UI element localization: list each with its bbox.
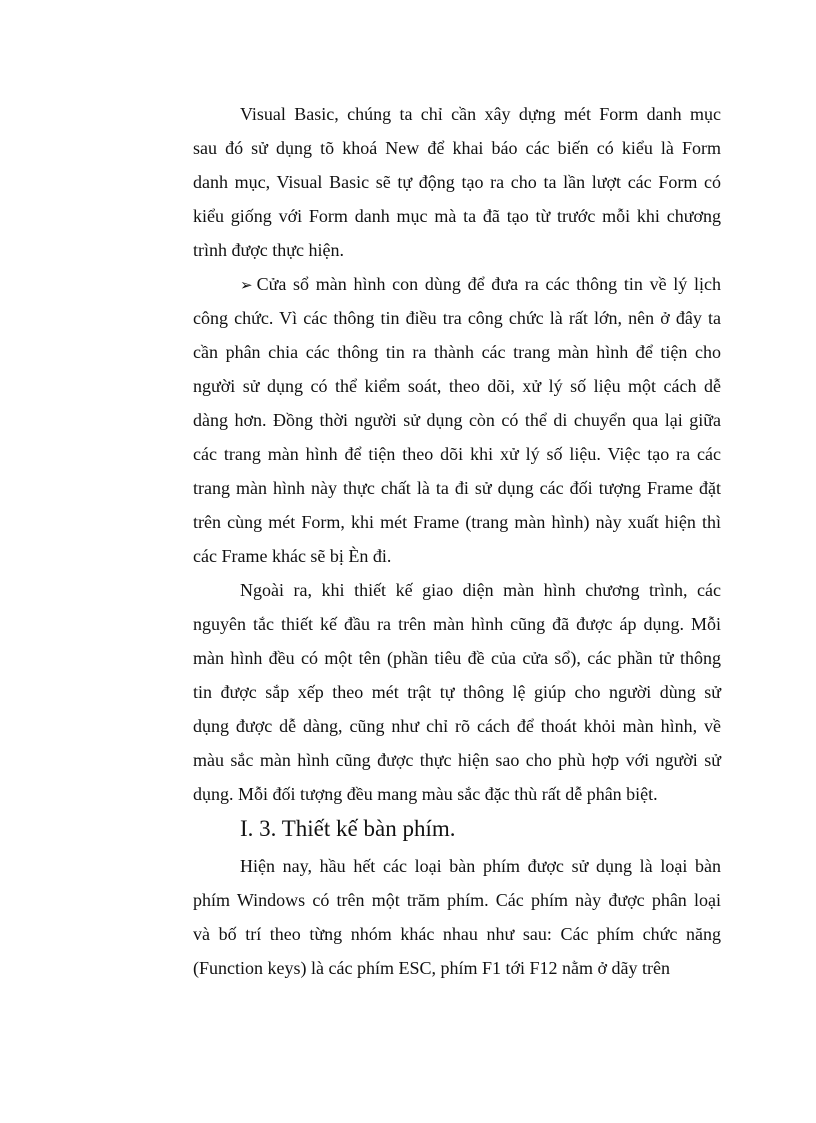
text-line: tin được sắp xếp theo mét trật tự thông lệ giúp cho người dùng sử <box>193 682 721 702</box>
text-line: màu sắc màn hình cũng được thực hiện sao cho phù hợp với người sử <box>193 750 721 770</box>
text-line: màn hình đều có một tên (phần tiêu đề của cửa sổ), các phần tử thông <box>193 648 721 668</box>
paragraph-visual-basic <box>193 97 721 267</box>
text-line: dàng hơn. Đồng thời người sử dụng còn có thể di chuyển qua lại giữa <box>193 410 721 430</box>
document-body <box>193 97 721 985</box>
arrow-bullet-icon: ➢ <box>240 276 253 294</box>
text-line: Hiện nay, hầu hết các loại bàn phím được sử dụng là loại bàn <box>240 856 721 876</box>
text-line: và bố trí theo từng nhóm khác nhau như sau: Các phím chức năng <box>193 924 721 944</box>
text-line: công chức. Vì các thông tin điều tra công chức là rất lớn, nên ở đây ta <box>193 308 721 328</box>
text-line: trên cùng mét Form, khi mét Frame (trang màn hình) này xuất hiện thì <box>193 512 721 532</box>
text-line: trình được thực hiện. <box>193 240 344 260</box>
text-line: các trang màn hình để tiện theo dõi khi xử lý số liệu. Việc tạo ra các <box>193 444 721 464</box>
text-line: Cửa sổ màn hình con dùng để đưa ra các thông tin về lý lịch <box>256 274 721 294</box>
text-line: dụng được dễ dàng, cũng như chỉ rõ cách để thoát khỏi màn hình, về <box>193 716 721 736</box>
paragraph-keyboard <box>193 849 721 985</box>
text-line: kiểu giống với Form danh mục mà ta đã tạo từ trước mỗi khi chương <box>193 206 721 226</box>
text-line: sau đó sử dụng tõ khoá New để khai báo các biến có kiểu là Form <box>193 138 721 158</box>
text-line: trang màn hình này thực chất là ta đi sử dụng các đối tượng Frame đặt <box>193 478 721 498</box>
paragraph-child-window <box>193 267 721 573</box>
text-line: người sử dụng có thể kiểm soát, theo dõi, xử lý số liệu một cách dễ <box>193 376 721 396</box>
bullet-line <box>193 267 721 301</box>
text-line: các Frame khác sẽ bị Èn đi. <box>193 546 392 566</box>
text-line: Ngoài ra, khi thiết kế giao diện màn hình chương trình, các <box>240 580 721 600</box>
text-line: nguyên tắc thiết kế đầu ra trên màn hình cũng đã được áp dụng. Mỗi <box>193 614 721 634</box>
text-line: Visual Basic, chúng ta chỉ cần xây dựng mét Form danh mục <box>240 104 721 124</box>
text-line: cần phân chia các thông tin ra thành các trang màn hình để tiện cho <box>193 342 721 362</box>
text-line: (Function keys) là các phím ESC, phím F1 tới F12 nằm ở dãy trên <box>193 958 670 978</box>
text-line: phím Windows có trên một trăm phím. Các phím này được phân loại <box>193 890 721 910</box>
paragraph-interface-design <box>193 573 721 811</box>
text-line: dụng. Mỗi đối tượng đều mang màu sắc đặc thù rất dễ phân biệt. <box>193 784 658 804</box>
text-line: danh mục, Visual Basic sẽ tự động tạo ra cho ta lần lượt các Form có <box>193 172 721 192</box>
section-heading: I. 3. Thiết kế bàn phím. <box>240 816 456 841</box>
